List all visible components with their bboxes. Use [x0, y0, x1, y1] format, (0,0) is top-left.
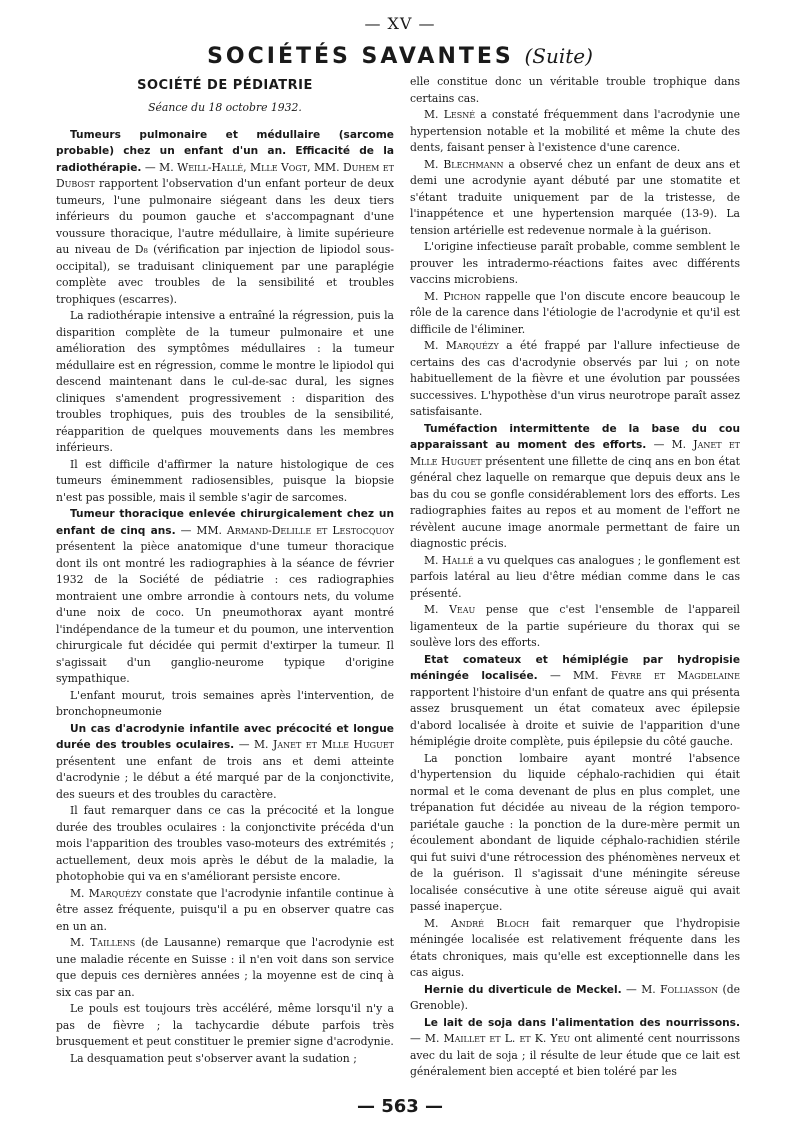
article-tumeur-thoracique	[56, 506, 394, 688]
article-authors: M. Weill-Hallé, Mlle Vogt, MM. Duhem et Dubost	[56, 160, 394, 190]
article-heading: Etat comateux et hémiplégie par hydropisie méningée localisée.	[410, 653, 740, 682]
paragraph	[410, 289, 740, 339]
paragraph: La desquamation peut s'observer avant la sudation ;	[70, 1051, 357, 1065]
paragraph-text: a vu quelques cas analogues ; le gonflement est parfois latéral au lieu d'être médian comme dans le cas présenté.	[410, 553, 740, 600]
section-title	[0, 44, 800, 69]
article-heading: Tumeur thoracique enlevée chirurgicalement chez un enfant de cinq ans.	[56, 508, 394, 537]
paragraph-text: fait remarquer que l'hydropisie méningée localisée est relativement fréquente dans les états chroniques, mais qu'elle est exceptionnelle dans les cas aigus.	[410, 916, 740, 979]
article-authors: — M. Folliasson	[626, 982, 719, 996]
article-acrodynie	[56, 721, 394, 804]
paragraph: L'enfant mourut, trois semaines après l'intervention, de bronchopneumonie	[56, 688, 394, 718]
article-authors: — MM. Fèvre et Magdelaine	[549, 669, 740, 682]
speaker: M. Veau	[424, 603, 476, 616]
article-heading: Tumeurs pulmonaire et médullaire (sarcome probable) chez un enfant d'un an. Efficacité de la radiothérapie.	[56, 128, 394, 174]
paragraph-text: rappelle que l'on discute encore beaucoup le rôle de la carence dans l'étiologie de l'acrodynie et qu'il est difficile de l'éliminer.	[410, 289, 740, 336]
society-heading: SOCIÉTÉ DE PÉDIATRIE	[137, 78, 313, 93]
article-etat-comateux	[410, 652, 740, 751]
article-text: ont alimenté cent nourrissons avec du lait de soja ; il résulte de leur étude que ce lait est généralement bien accepté et bien toléré par les	[410, 1032, 740, 1078]
paragraph-text: a constaté fréquemment dans l'acrodynie une hypertension notable et la mobilité et même la chute des dents, faisant penser à l'existence d'une carence.	[410, 108, 740, 154]
speaker: M. Lesné	[424, 108, 476, 121]
article-heading: Tuméfaction intermittente de la base du cou apparaissant au moment des efforts.	[410, 422, 740, 451]
article-text: (de Grenoble).	[410, 982, 741, 1012]
paragraph	[410, 916, 740, 982]
speaker: M. Taillens	[70, 936, 136, 949]
speaker: M. Marquézy	[70, 886, 142, 900]
article-heading: Un cas d'acrodynie infantile avec précocité et longue durée des troubles oculaires.	[56, 722, 394, 751]
paragraph: L'origine infectieuse paraît probable, comme semblent le prouver les intradermo-réactions faites avec différents vaccins microbiens.	[410, 240, 740, 286]
article-lait-soja	[410, 1015, 740, 1081]
paragraph: La radiothérapie intensive a entraîné la régression, puis la disparition complète de la tumeur pulmonaire et une amélioration des symptômes médullaires : la tumeur médullaire est en régression, comme le montre le lipiodol qui descend maintenant dans le cul-de-sac dural, les signes cliniques s'amendent progressivement : disparition des troubles trophiques, puis des troubles de la sensibilité, réapparition de quelques mouvements dans les membres inférieurs.	[56, 309, 394, 454]
paragraph	[56, 886, 394, 936]
paragraph	[410, 553, 740, 603]
paragraph	[410, 338, 740, 421]
article-text: présentent la pièce anatomique d'une tumeur thoracique dont ils ont montré les radiographies à la séance de février 1932 de la Société de pédiatrie : ces radiographies montraient une ombre arrondie à contours nets, du volume d'une noix de coco. Un pneumothorax ayant montré l'indépendance de la tumeur et du poumon, une intervention chirurgicale fut décidée qui permit d'extirper la tumeur. Il s'agissait d'un ganglio-neurome typique d'origine sympathique.	[56, 540, 394, 685]
paragraph: elle constitue donc un véritable trouble trophique dans certains cas.	[410, 75, 740, 105]
right-column	[410, 74, 740, 1081]
speaker: M. Hallé	[424, 553, 474, 567]
paragraph: La ponction lombaire ayant montré l'absence d'hypertension du liquide céphalo-rachidien qui était normal et le coma devenant de plus en plus complet, une trépanation fut décidée au niveau de la région temporo-pariétale gauche : la ponction de la dure-mère permit un écoulement abondant de liquide céphalo-rachidien stérile qui fut suivi d'une rétrocession des phénomènes nerveux et de la guérison. Il s'agissait d'une méningite séreuse localisée consécutive à une otite séreuse aiguë qui avait passé inaperçue.	[410, 751, 740, 913]
article-authors: — M. Janet et Mlle Huguet	[410, 438, 740, 468]
article-text: présentent une enfant de trois ans et demi atteinte d'acrodynie ; le début a été marqué par de la conjonctivite, des sueurs et des troubles du caractère.	[56, 754, 394, 801]
article-authors: — M. Maillet et L. et K. Yeu	[410, 1032, 571, 1045]
session-date: Séance du 18 octobre 1932.	[148, 101, 302, 114]
article-text: rapportent l'observation d'un enfant porteur de deux tumeurs, l'une pulmonaire siégeant dans les deux tiers inférieurs du poumon gauche et s'accompagnant d'une voussure thoracique, l'autre médullaire, à limite supérieure au niveau de D₈ (vérification par injection de lipiodol sous-occipital), se traduisant cliniquement par une paraplégie complète avec troubles de la sensibilité et troubles trophiques (escarres).	[56, 177, 394, 306]
speaker: M. Pichon	[424, 289, 481, 303]
paragraph-text: (de Lausanne) remarque que l'acrodynie est une maladie récente en Suisse : il n'en voit dans son service que depuis ces dernières années ; la moyenne est de cinq à six cas par an.	[56, 936, 394, 999]
article-tumefaction-cou	[410, 421, 740, 553]
paragraph	[56, 935, 394, 1001]
section-title-text: SOCIÉTÉS SAVANTES	[207, 44, 514, 69]
paragraph	[410, 107, 740, 157]
article-text: présentent une fillette de cinq ans en bon état général chez laquelle on remarque que depuis deux ans le bas du cou se gonfle considérablement lors des efforts. Les radiographies faites au repos et au moment de l'effort ne révèlent aucune image anormale permettant de faire un diagnostic précis.	[410, 454, 741, 550]
article-authors: — MM. Armand-Delille et Lestocquoy	[180, 523, 394, 537]
paragraph: Le pouls est toujours très accéléré, même lorsqu'il n'y a pas de fièvre ; la tachycardie débute parfois très brusquement et peut constituer le premier signe d'acrodynie.	[56, 1002, 394, 1048]
article-authors: — M. Janet et Mlle Huguet	[238, 738, 394, 751]
paragraph-text: constate que l'acrodynie infantile continue à être assez fréquente, puisqu'il a pu en observer quatre cas en un an.	[56, 886, 394, 933]
article-tumeurs-pulmonaire: Tumeurs pulmonaire et médullaire (sarcome probable) chez un enfant d'un an. Efficacité de la radiothérapie. — M. Weill-Hallé, Mlle Vogt, MM. Duhem et Dubost rapportent l'observation d'un enfant porteur de deux tumeurs, l'une pulmonaire siégeant dans les deux tiers inférieurs du poumon gauche et s'accompagnant d'une voussure thoracique, l'autre médullaire, à limite supérieure au niveau de D₈ (vérification par injection de lipiodol sous-occipital), se traduisant cliniquement par une paraplégie complète avec troubles de la sensibilité et troubles trophiques (escarres).	[56, 128, 394, 306]
speaker: M. Marquézy	[424, 339, 499, 352]
article-hernie-meckel	[410, 982, 740, 1015]
roman-page-number: — XV —	[364, 14, 436, 33]
paragraph: Il est difficile d'affirmer la nature histologique de ces tumeurs éminemment radiosensibles, puisque la biopsie n'est pas possible, mais il semble s'agir de sarcomes.	[56, 457, 394, 504]
page-number: — 563 —	[356, 1096, 444, 1117]
paragraph-text: pense que c'est l'ensemble de l'appareil ligamenteux de la partie supérieure du thorax qui se soulève lors des efforts.	[410, 603, 741, 649]
paragraph: Il faut remarquer dans ce cas la précocité et la longue durée des troubles oculaires : la conjonctivite précéda d'un mois l'apparition des troubles vaso-moteurs des extrémités ; actuellement, deux mois après le début de la maladie, la photophobie qui va en s'améliorant persiste encore.	[56, 804, 394, 883]
paragraph	[410, 602, 740, 652]
left-column	[56, 76, 394, 1067]
article-heading: Le lait de soja dans l'alimentation des nourrissons.	[424, 1016, 740, 1029]
article-heading: Hernie du diverticule de Meckel.	[424, 983, 622, 996]
speaker: M. André Bloch	[424, 916, 530, 930]
speaker: M. Blechmann	[424, 157, 504, 171]
paragraph-text: a observé chez un enfant de deux ans et demi une acrodynie ayant débuté par une stomatite et s'étant traduite uniquement par de la tristesse, de l'inappétence et une hypertension marquée (13-9). La tension artérielle est redevenue normale à la guérison.	[410, 157, 740, 237]
article-text: rapportent l'histoire d'un enfant de quatre ans qui présenta assez brusquement un état comateux avec épilepsie d'abord localisée à droite et suivie de l'apparition d'une hémiplégie droite complète, puis épilepsie du côté gauche.	[410, 685, 740, 748]
section-title-suite: (Suite)	[524, 44, 593, 68]
paragraph	[410, 157, 740, 240]
paragraph-text: a été frappé par l'allure infectieuse de certains des cas d'acrodynie observés par lui ; on note habituellement de la fièvre et une évolution par poussées successives. L'hypothèse d'un virus neurotrope paraît assez satisfaisante.	[410, 339, 740, 418]
